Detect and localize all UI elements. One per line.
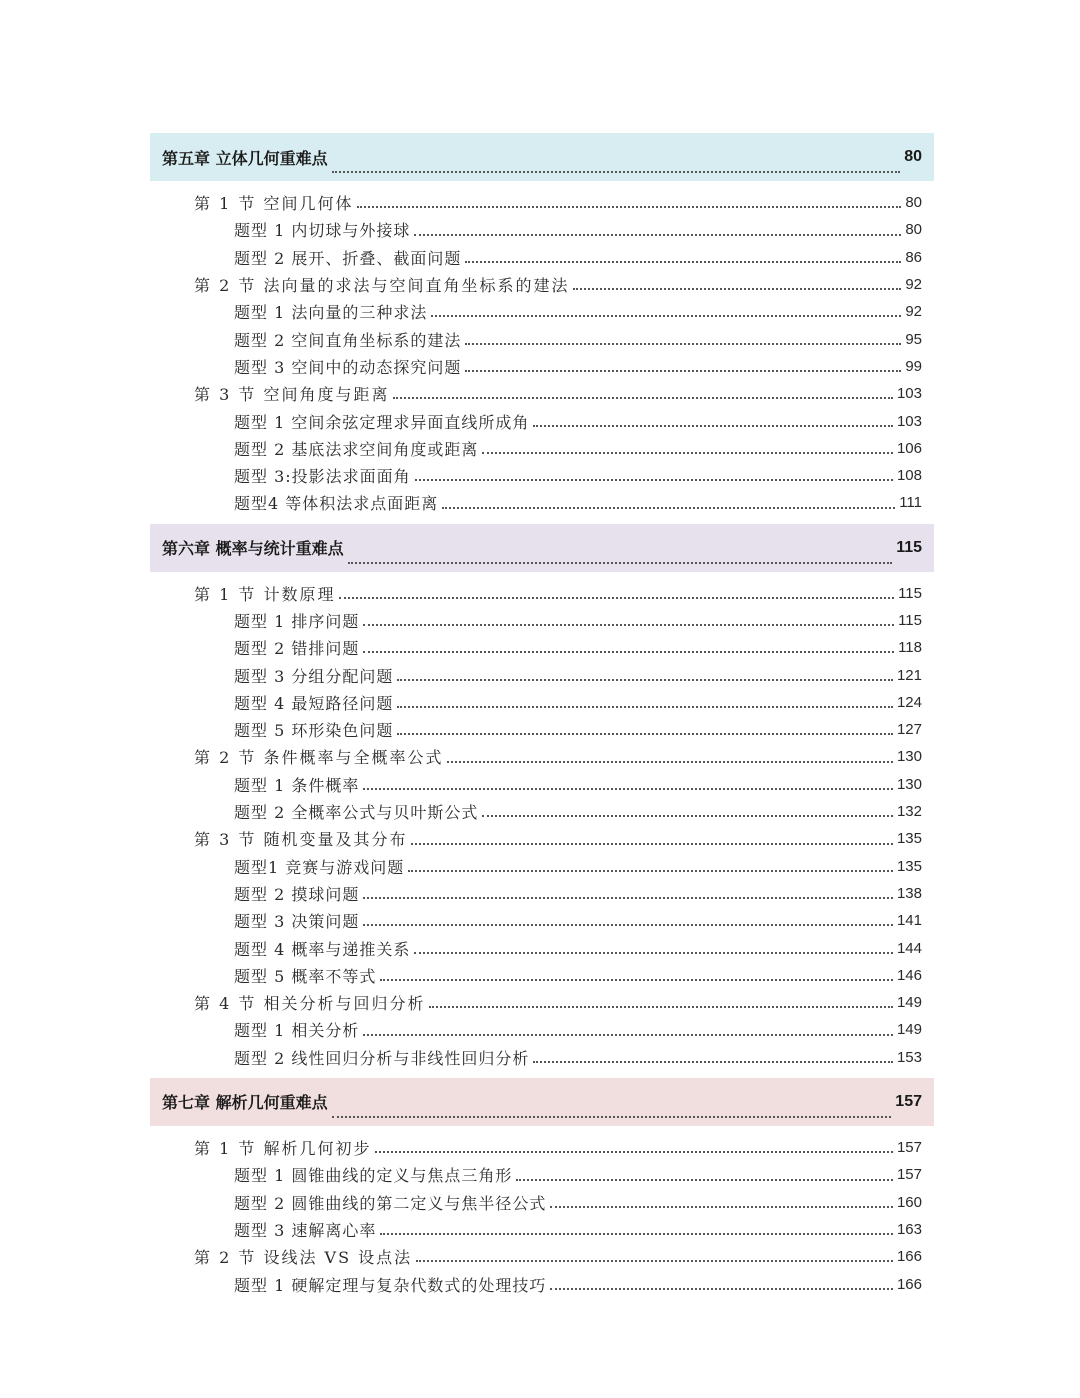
question-type-entry[interactable] — [150, 462, 934, 489]
question-type-entry-page-number: 106 — [896, 439, 922, 457]
chapter-heading-page-number: 115 — [896, 538, 922, 556]
question-type-entry[interactable] — [150, 1270, 934, 1297]
question-type-entry-page-number: 135 — [896, 857, 922, 875]
dot-leader — [375, 1150, 893, 1153]
dot-leader — [397, 705, 893, 708]
dot-leader — [393, 396, 893, 399]
question-type-entry[interactable] — [150, 907, 934, 934]
question-type-entry-page-number: 153 — [896, 1048, 922, 1066]
section-entry[interactable] — [150, 1243, 934, 1270]
question-type-entry-page-number: 130 — [896, 775, 922, 793]
section-entry-page-number: 166 — [896, 1248, 922, 1266]
dot-leader — [339, 596, 894, 599]
question-type-entry-page-number: 124 — [896, 693, 922, 711]
question-type-entry-page-number: 127 — [896, 721, 922, 739]
question-type-entry-title: 题型 3 速解离心率 — [234, 1220, 377, 1240]
section-entry-page-number: 92 — [905, 276, 922, 294]
dot-leader — [363, 787, 893, 790]
question-type-entry[interactable] — [150, 353, 934, 380]
section-entry-title: 第 4 节 相关分析与回归分析 — [194, 994, 426, 1014]
question-type-entry-title: 题型 2 全概率公式与贝叶斯公式 — [234, 803, 479, 823]
question-type-entry-title: 题型 2 错排问题 — [234, 639, 360, 659]
dot-leader — [411, 842, 893, 845]
dot-leader — [332, 170, 901, 173]
section-entry-page-number: 135 — [896, 830, 922, 848]
question-type-entry-page-number: 146 — [896, 966, 922, 984]
dot-leader — [380, 978, 893, 981]
question-type-entry-title: 题型 2 摸球问题 — [234, 884, 360, 904]
question-type-entry-title: 题型 1 圆锥曲线的定义与焦点三角形 — [234, 1166, 513, 1186]
question-type-entry[interactable] — [150, 689, 934, 716]
question-type-entry[interactable] — [150, 1044, 934, 1071]
dot-leader — [482, 814, 893, 817]
section-entry-page-number: 103 — [896, 385, 922, 403]
question-type-entry-title: 题型 2 圆锥曲线的第二定义与焦半径公式 — [234, 1193, 547, 1213]
section-entry-page-number: 130 — [896, 748, 922, 766]
chapter-heading-title: 第五章 立体几何重难点 — [162, 148, 328, 168]
dot-leader — [357, 205, 901, 208]
question-type-entry-title: 题型 2 空间直角坐标系的建法 — [234, 330, 462, 350]
question-type-entry[interactable] — [150, 880, 934, 907]
question-type-entry[interactable] — [150, 298, 934, 325]
question-type-entry-page-number: 163 — [896, 1220, 922, 1238]
dot-leader — [550, 1205, 893, 1208]
question-type-entry-page-number: 92 — [905, 303, 922, 321]
dot-leader — [414, 233, 901, 236]
question-type-entry[interactable] — [150, 934, 934, 961]
question-type-entry-title: 题型 2 基底法求空间角度或距离 — [234, 439, 479, 459]
question-type-entry[interactable] — [150, 962, 934, 989]
dot-leader — [397, 732, 893, 735]
section-entry-page-number: 149 — [896, 994, 922, 1012]
section-entry-title: 第 2 节 条件概率与全概率公式 — [194, 748, 444, 768]
section-entry[interactable] — [150, 989, 934, 1016]
question-type-entry-title: 题型 4 最短路径问题 — [234, 693, 394, 713]
question-type-entry-page-number: 141 — [896, 912, 922, 930]
dot-leader — [363, 623, 894, 626]
section-entry-page-number: 157 — [896, 1139, 922, 1157]
question-type-entry-title: 题型 1 排序问题 — [234, 612, 360, 631]
question-type-entry[interactable] — [150, 1016, 934, 1043]
dot-leader — [332, 1115, 892, 1118]
question-type-entry-page-number: 138 — [896, 884, 922, 902]
question-type-entry-page-number: 80 — [905, 221, 922, 239]
section-entry-title: 第 2 节 法向量的求法与空间直角坐标系的建法 — [194, 276, 570, 296]
question-type-entry-title: 题型 1 内切球与外接球 — [234, 221, 411, 241]
question-type-entry-title: 题型1 竞赛与游戏问题 — [234, 857, 405, 877]
question-type-entry-page-number: 115 — [898, 612, 922, 629]
question-type-entry[interactable] — [150, 853, 934, 880]
question-type-entry[interactable] — [150, 1189, 934, 1216]
section-entry-page-number: 80 — [905, 194, 922, 212]
section-entry-title: 第 1 节 空间几何体 — [194, 194, 354, 214]
question-type-entry-page-number: 132 — [896, 803, 922, 821]
question-type-entry[interactable] — [150, 634, 934, 661]
question-type-entry-page-number: 99 — [905, 357, 922, 375]
dot-leader — [363, 1033, 893, 1036]
question-type-entry[interactable] — [150, 607, 934, 634]
question-type-entry[interactable] — [150, 325, 934, 352]
question-type-entry-title: 题型 1 空间余弦定理求异面直线所成角 — [234, 412, 530, 432]
dot-leader — [348, 561, 893, 564]
question-type-entry-title: 题型 1 条件概率 — [234, 775, 360, 795]
dot-leader — [408, 869, 893, 872]
question-type-entry[interactable] — [150, 1161, 934, 1188]
question-type-entry[interactable] — [150, 489, 934, 516]
question-type-entry[interactable] — [150, 661, 934, 688]
chapter-heading[interactable] — [150, 1078, 934, 1126]
section-entry[interactable] — [150, 825, 934, 852]
dot-leader — [465, 369, 901, 372]
dot-leader — [550, 1287, 893, 1290]
dot-leader — [414, 951, 893, 954]
question-type-entry[interactable] — [150, 771, 934, 798]
question-type-entry-title: 题型 3 决策问题 — [234, 912, 360, 932]
question-type-entry[interactable] — [150, 716, 934, 743]
section-entry[interactable] — [150, 189, 934, 216]
question-type-entry-page-number: 160 — [896, 1193, 922, 1211]
chapter-heading-page-number: 80 — [904, 148, 922, 165]
dot-leader — [516, 1178, 893, 1181]
dot-leader — [397, 678, 893, 681]
question-type-entry[interactable] — [150, 798, 934, 825]
question-type-entry-page-number: 95 — [905, 330, 922, 348]
table-of-contents — [150, 133, 934, 1298]
section-entry[interactable] — [150, 743, 934, 770]
dot-leader — [533, 1060, 893, 1063]
dot-leader — [429, 1005, 893, 1008]
dot-leader — [447, 760, 893, 763]
section-entry-title: 第 1 节 计数原理 — [194, 584, 336, 604]
chapter-heading[interactable] — [150, 133, 934, 181]
question-type-entry-page-number: 86 — [905, 248, 922, 266]
section-entry-page-number: 115 — [898, 584, 922, 602]
dot-leader — [431, 314, 901, 317]
chapter-heading-title: 第六章 概率与统计重难点 — [162, 539, 344, 559]
question-type-entry-title: 题型 1 硬解定理与复杂代数式的处理技巧 — [234, 1275, 547, 1295]
section-entry-title: 第 1 节 解析几何初步 — [194, 1139, 372, 1159]
question-type-entry[interactable] — [150, 1216, 934, 1243]
dot-leader — [573, 287, 901, 290]
section-entry[interactable] — [150, 580, 934, 607]
question-type-entry-page-number: 103 — [896, 412, 922, 430]
question-type-entry[interactable] — [150, 407, 934, 434]
question-type-entry-title: 题型 1 相关分析 — [234, 1021, 360, 1041]
question-type-entry-page-number: 118 — [898, 639, 922, 657]
question-type-entry-title: 题型 4 概率与递推关系 — [234, 939, 411, 959]
dot-leader — [533, 424, 893, 427]
question-type-entry-title: 题型 3 分组分配问题 — [234, 666, 394, 686]
dot-leader — [442, 506, 895, 509]
question-type-entry-page-number: 144 — [896, 939, 922, 957]
dot-leader — [363, 896, 893, 899]
chapter-heading-page-number: 157 — [895, 1092, 922, 1110]
section-entry[interactable] — [150, 380, 934, 407]
question-type-entry-page-number: 157 — [896, 1166, 922, 1184]
section-entry-title: 第 3 节 空间角度与距离 — [194, 385, 390, 405]
dot-leader — [363, 650, 894, 653]
question-type-entry-title: 题型 5 概率不等式 — [234, 966, 377, 986]
question-type-entry-page-number: 111 — [899, 494, 922, 512]
dot-leader — [380, 1232, 893, 1235]
question-type-entry-page-number: 108 — [896, 467, 922, 485]
question-type-entry-title: 题型4 等体积法求点面距离 — [234, 494, 439, 514]
question-type-entry-title: 题型 3 空间中的动态探究问题 — [234, 357, 462, 377]
section-entry-title: 第 3 节 随机变量及其分布 — [194, 830, 408, 850]
question-type-entry[interactable] — [150, 244, 934, 271]
dot-leader — [363, 923, 893, 926]
question-type-entry-title: 题型 5 环形染色问题 — [234, 721, 394, 741]
question-type-entry-title: 题型 2 展开、折叠、截面问题 — [234, 248, 462, 268]
dot-leader — [416, 1259, 893, 1262]
dot-leader — [465, 260, 901, 263]
question-type-entry[interactable] — [150, 435, 934, 462]
question-type-entry-page-number: 121 — [896, 666, 922, 684]
question-type-entry-page-number: 149 — [896, 1021, 922, 1039]
dot-leader — [415, 478, 893, 481]
dot-leader — [482, 451, 893, 454]
question-type-entry-page-number: 166 — [896, 1275, 922, 1293]
chapter-heading-title: 第七章 解析几何重难点 — [162, 1093, 328, 1113]
section-entry[interactable] — [150, 1134, 934, 1161]
section-entry[interactable] — [150, 271, 934, 298]
question-type-entry[interactable] — [150, 216, 934, 243]
question-type-entry-title: 题型 3:投影法求面面角 — [234, 467, 411, 487]
question-type-entry-title: 题型 2 线性回归分析与非线性回归分析 — [234, 1048, 530, 1068]
question-type-entry-title: 题型 1 法向量的三种求法 — [234, 303, 428, 323]
dot-leader — [465, 342, 901, 345]
section-entry-title: 第 2 节 设线法 VS 设点法 — [194, 1248, 413, 1268]
chapter-heading[interactable] — [150, 524, 934, 572]
